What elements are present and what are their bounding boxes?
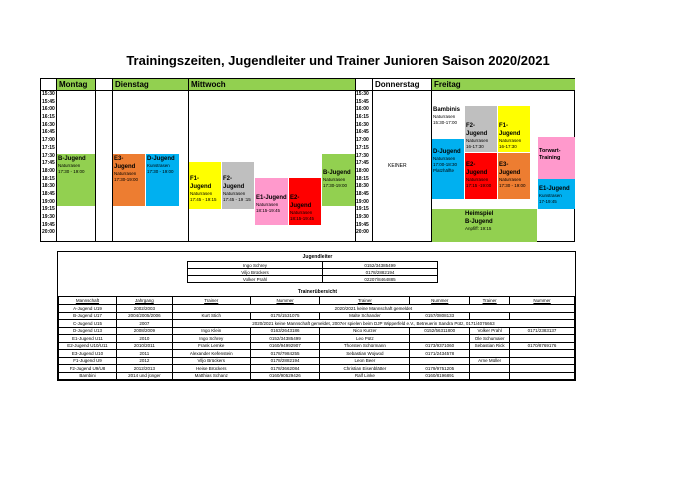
trainer-cell: 0152/56311800 xyxy=(410,327,470,335)
trainer-column-header: Mannschaft xyxy=(59,297,117,305)
trainer-cell: 0173/9371060 xyxy=(410,342,470,350)
trainer-cell: Alexander Kefenstein xyxy=(172,350,250,358)
trainer-table xyxy=(58,296,575,380)
trainer-cell: 0160/94992907 xyxy=(250,342,320,350)
time-label: 19:45 xyxy=(356,221,369,228)
trainer-cell: Kurt Stich xyxy=(172,312,250,320)
contacts-section xyxy=(57,251,576,381)
trainer-cell: Ole Schumaier xyxy=(470,335,510,343)
block-mi-e1-jugend: E1-Jugend Naturrasen 18:15-19:45 xyxy=(255,178,288,225)
trainer-cell: 2012/2013 xyxy=(116,365,172,373)
trainer-column-header: Jahrgang xyxy=(116,297,172,305)
block-fr-f1-jugend: F1-Jugend Naturrasen 16-17:30 xyxy=(498,106,530,152)
time-label: 19:30 xyxy=(42,214,55,220)
trainer-cell: Sebastian Rick xyxy=(470,342,510,350)
jugendleiter-name: Ingo Schrey xyxy=(188,262,323,269)
jugendleiter-row xyxy=(188,269,438,276)
time-label: 19:00 xyxy=(356,198,369,205)
trainer-cell xyxy=(410,357,470,365)
time-label: 19:00 xyxy=(42,198,55,205)
trainer-cell: Christian Eisenblätter xyxy=(320,365,410,373)
trainer-cell: 0170/8769176 xyxy=(510,342,575,350)
time-label: 19:45 xyxy=(42,221,55,228)
trainer-cell: Arne Müller xyxy=(470,357,510,365)
block-mi-f1-jugend: F1-Jugend Naturrasen 17:45 - 19:15 xyxy=(189,162,221,209)
trainer-cell: Bambini xyxy=(59,372,117,380)
donnerstag-none-label: KEINER xyxy=(388,163,407,169)
trainer-row xyxy=(59,312,575,320)
trainer-row xyxy=(59,372,575,380)
trainer-cell xyxy=(410,335,470,343)
block-mi-e2-jugend: E2-Jugend Naturrasen 18:15-19:45 xyxy=(289,178,321,225)
trainer-cell xyxy=(470,372,510,380)
trainer-column-header: Trainer xyxy=(172,297,250,305)
trainer-row xyxy=(59,327,575,335)
trainer-cell: 0160/8196891 xyxy=(410,372,470,380)
trainer-cell xyxy=(510,372,575,380)
time-label: 18:00 xyxy=(42,167,55,174)
trainer-cell: 2011 xyxy=(116,350,172,358)
trainer-cell: Leo Pütz xyxy=(320,335,410,343)
block-fr-f2-jugend: F2-Jugend Naturrasen 16-17:30 xyxy=(465,106,497,152)
day-header-mittwoch: Mittwoch xyxy=(189,79,355,90)
time-label: 17:45 xyxy=(356,160,369,167)
trainer-cell: 0179/9751205 xyxy=(410,365,470,373)
trainer-cell: 2014 und jünger xyxy=(116,372,172,380)
trainer-cell xyxy=(510,312,575,320)
block-fr-e3-jugend: E3-Jugend Naturrasen 17:30 - 19:00 xyxy=(498,153,530,199)
time-label: 15:45 xyxy=(42,98,55,105)
time-label: 18:45 xyxy=(356,190,369,197)
trainer-cell: 2010 xyxy=(116,335,172,343)
time-label: 17:30 xyxy=(356,152,369,159)
trainer-row xyxy=(59,350,575,358)
jugendleiter-phone: 0178/2882194 xyxy=(323,269,438,276)
trainer-cell: Ingo Schrey xyxy=(172,335,250,343)
trainer-cell: A-Jugend U19 xyxy=(59,305,117,313)
trainer-cell xyxy=(510,335,575,343)
time-label: 17:00 xyxy=(356,137,369,144)
time-label: 17:30 xyxy=(42,152,55,159)
time-label: 16:30 xyxy=(42,121,55,128)
trainer-cell: E1-Jugend U11 xyxy=(59,335,117,343)
trainer-cell xyxy=(470,350,510,358)
jugendleiter-name: Viljo Brückers xyxy=(188,269,323,276)
trainer-cell: 0160/90529426 xyxy=(250,372,320,380)
trainer-cell: 2002/2003 xyxy=(116,305,172,313)
jugendleiter-table xyxy=(187,261,438,283)
trainer-row xyxy=(59,335,575,343)
block-mo-b-jugend: B-Jugend Naturrasen 17:30 - 19:00 xyxy=(57,154,95,206)
schedule-grid xyxy=(40,78,575,242)
jugendleiter-row xyxy=(188,262,438,269)
time-label: 17:45 xyxy=(42,160,55,167)
trainer-cell: Thorsten Schürmann xyxy=(320,342,410,350)
trainer-cell: E3-Jugend U10 xyxy=(59,350,117,358)
trainer-cell: E2-Jugend U10/U11 xyxy=(59,342,117,350)
time-label: 16:45 xyxy=(42,129,55,136)
trainer-cell xyxy=(510,365,575,373)
block-fr-d-jugend: D-Jugend Naturrasen 17:00-18:30 Platzhälfte xyxy=(432,139,464,199)
block-di-d-jugend: D-Jugend Kunstrasen 17:30 - 19:00 xyxy=(146,154,179,206)
trainer-cell: 0171/2434578 xyxy=(410,350,470,358)
time-label: 16:30 xyxy=(356,121,369,128)
time-label: 19:15 xyxy=(356,206,369,213)
trainer-row xyxy=(59,342,575,350)
time-label: 18:30 xyxy=(42,183,55,190)
trainer-cell: 0178/7984255 xyxy=(250,350,320,358)
time-label: 17:15 xyxy=(42,144,55,151)
block-fr-torwart-training: Torwart-Training xyxy=(538,137,575,179)
time-label: 16:00 xyxy=(356,106,369,113)
day-header-donnerstag: Donnerstag xyxy=(373,79,431,90)
trainer-cell: 2010/2011 xyxy=(116,342,172,350)
trainer-cell: Malte Schander xyxy=(320,312,410,320)
jugendleiter-phone: 02207/8464885 xyxy=(323,276,438,283)
trainer-cell: 0171/2383137 xyxy=(510,327,575,335)
trainer-cell: Viljo Brückers xyxy=(172,357,250,365)
time-label: 16:45 xyxy=(356,129,369,136)
trainer-cell xyxy=(510,350,575,358)
trainer-note: 2020/2021 keine Mannschaft gemeldet, 2007er spielen beim DJP Wipperfeld e.V., Betreuerin Sandra Pütz, 0171/4076663 xyxy=(172,320,574,328)
time-label: 15:30 xyxy=(356,91,369,97)
trainer-cell: Leon Beer xyxy=(320,357,410,365)
block-fr-e1-jugend: E1-Jugend Kunstrasen 17-19:45 xyxy=(538,179,575,209)
trainer-row xyxy=(59,320,575,328)
trainer-cell: B-Jugend U17 xyxy=(59,312,117,320)
trainer-cell: 0152/34385499 xyxy=(250,335,320,343)
day-header-montag: Montag xyxy=(57,79,95,90)
trainer-cell: Ralf Linke xyxy=(320,372,410,380)
trainer-cell: Matthias Schanz xyxy=(172,372,250,380)
time-label: 16:15 xyxy=(42,114,55,121)
trainer-cell: 0178/2882194 xyxy=(250,357,320,365)
block-fr-heimspiel: Heimspiel B-Jugend Anpfiff: 19:15 xyxy=(432,209,537,242)
jugendleiter-title: Jugendleiter xyxy=(302,254,333,260)
trainer-column-header: Trainer xyxy=(470,297,510,305)
trainer-cell: F2-Jugend U9/U8 xyxy=(59,365,117,373)
time-label: 15:45 xyxy=(356,98,369,105)
time-label: 19:15 xyxy=(42,206,55,213)
time-label: 16:15 xyxy=(356,114,369,121)
jugendleiter-row xyxy=(188,276,438,283)
trainer-column-header: Nummer xyxy=(250,297,320,305)
time-label: 16:00 xyxy=(42,106,55,113)
trainer-cell: C-Jugend U15 xyxy=(59,320,117,328)
trainer-cell: Ingo Klein xyxy=(172,327,250,335)
day-header-dienstag: Dienstag xyxy=(113,79,188,90)
trainer-cell: Frank Lemke xyxy=(172,342,250,350)
trainer-cell: Heise Brückers xyxy=(172,365,250,373)
jugendleiter-name: Volker Prahl xyxy=(188,276,323,283)
time-label: 15:30 xyxy=(42,91,55,97)
block-fr-bambini: Bambinis Naturrasen 15:30-17:00 xyxy=(432,91,464,138)
trainer-cell: 2008/2009 xyxy=(116,327,172,335)
time-label: 17:00 xyxy=(42,137,55,144)
time-label: 18:30 xyxy=(356,183,369,190)
time-label: 17:15 xyxy=(356,144,369,151)
time-label: 18:45 xyxy=(42,190,55,197)
trainer-cell: 0163/2643186 xyxy=(250,327,320,335)
trainer-cell: Nico Kurzer xyxy=(320,327,410,335)
trainer-cell xyxy=(510,357,575,365)
block-mi-f2-jugend: F2-Jugend Naturrasen 17:45 - 19 :15 xyxy=(222,162,254,209)
time-label: 20:00 xyxy=(356,229,369,236)
time-label: 18:15 xyxy=(356,175,369,182)
trainer-column-header: Nummer xyxy=(410,297,470,305)
day-header-freitag: Freitag xyxy=(432,79,575,90)
time-label: 18:15 xyxy=(42,175,55,182)
trainer-cell: F1-Jugend U9 xyxy=(59,357,117,365)
trainer-cell: D-Jugend U13 xyxy=(59,327,117,335)
trainer-cell: 2004/2005/2006 xyxy=(116,312,172,320)
trainer-cell: Sebastian Wojwod xyxy=(320,350,410,358)
trainer-cell: Volker Prahl xyxy=(470,327,510,335)
time-column-left xyxy=(42,91,55,237)
trainer-column-header: Nummer xyxy=(510,297,575,305)
trainer-row xyxy=(59,365,575,373)
trainer-column-header: Trainer xyxy=(320,297,410,305)
trainer-cell: 0178/3662084 xyxy=(250,365,320,373)
time-column-right xyxy=(356,91,369,237)
trainer-row xyxy=(59,357,575,365)
trainer-cell: 2012 xyxy=(116,357,172,365)
time-label: 19:30 xyxy=(356,214,369,220)
page-title: Trainingszeiten, Jugendleiter und Trainer Junioren Saison 2020/2021 xyxy=(126,53,550,68)
time-label: 18:00 xyxy=(356,167,369,174)
block-di-e3-jugend: E3-Jugend Naturrasen 17:30-19:00 xyxy=(113,154,145,206)
jugendleiter-phone: 0152/34385499 xyxy=(323,262,438,269)
block-mi-b-jugend: B-Jugend Naturrasen 17:30-19:00 xyxy=(322,154,355,206)
trainer-cell xyxy=(470,365,510,373)
trainer-row xyxy=(59,305,575,313)
trainer-cell: 0175/1531075 xyxy=(250,312,320,320)
trainer-cell xyxy=(470,312,510,320)
trainer-overview-title: Trainerübersicht xyxy=(297,289,338,295)
trainer-note: 2020/2021 keine Mannschaft gemeldet xyxy=(172,305,574,313)
trainer-cell: 2007 xyxy=(116,320,172,328)
block-fr-e2-jugend: E2-Jugend Naturrasen 17:15 -19:00 xyxy=(465,153,497,199)
trainer-cell: 0157/0808133 xyxy=(410,312,470,320)
time-label: 20:00 xyxy=(42,229,55,236)
